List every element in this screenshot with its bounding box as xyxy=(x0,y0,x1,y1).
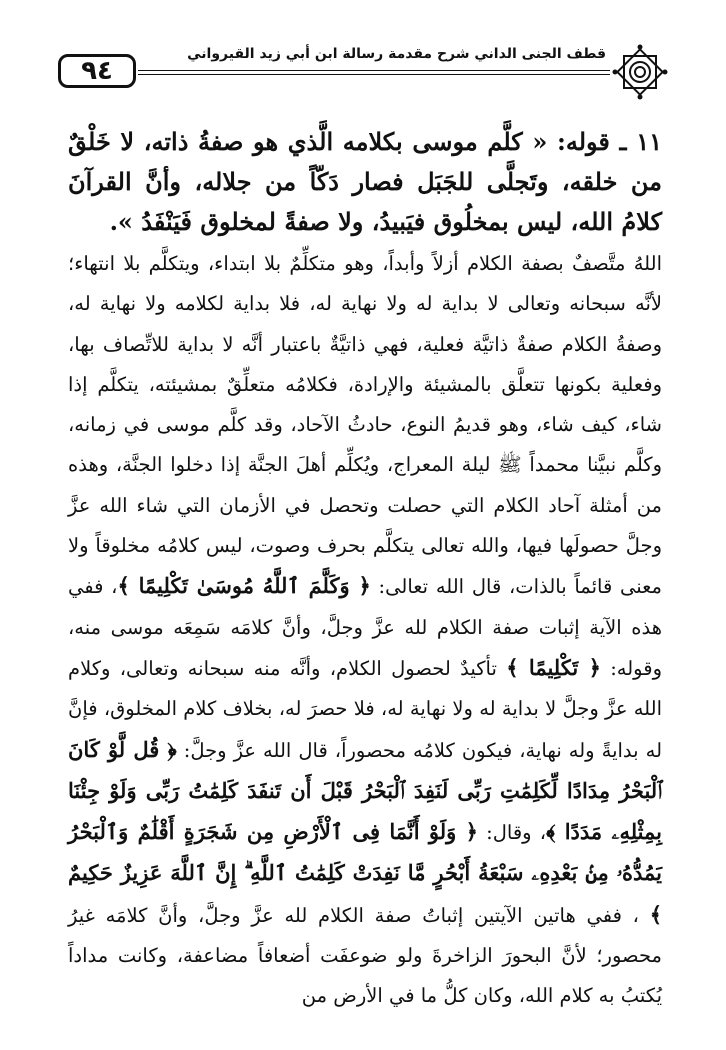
section-quote: : « كلَّم موسى بكلامه الَّذي هو صفةُ ذاته، لا خَلْقٌ من خلقه، وتَجلَّى للجَبَل فصار دَكّاً من جلاله، وأنَّ القرآنَ كلامُ الله، ليس بمخلُوق فيَبيدُ، ولا صفةً لمخلوق فَيَنْفَدُ ». xyxy=(68,127,662,236)
body-text-2: ، ففي هذه الآية إثبات صفة الكلام لله عزَّ وجلَّ، وأنَّ كلامَه سَمِعَه موسى منه، وقوله: xyxy=(68,575,662,680)
running-header xyxy=(58,44,668,96)
quran-verse-2: ﴿ تَكْلِيمًا ﴾ xyxy=(506,654,601,680)
quran-verse-4: ﴿ وَلَوْ أَنَّمَا فِى ٱلْأَرْضِ مِن شَجَرَةٍ أَقْلَٰمٌ وَٱلْبَحْرُ يَمُدُّهُۥ مِنۢ بَعْدِهِۦ سَبْعَةُ أَبْحُرٍ مَّا نَفِدَتْ كَلِمَٰتُ ٱللَّهِ ۗ إِنَّ ٱللَّهَ عَزِيزٌ حَكِيمٌ ﴾ xyxy=(68,819,662,927)
body-text-4: ، وقال: xyxy=(477,821,547,845)
section-heading-paragraph xyxy=(68,122,662,242)
body-text-1: اللهُ متَّصفٌ بصفة الكلام أزلاً وأبداً، وهو متكلِّمٌ بلا ابتداء، ويتكلَّم بلا انتهاء؛ لأنَّه سبحانه وتعالى لا بداية له ولا نهاية له، فلا بداية لكلامه ولا نهاية له، وصفةُ الكلام صفةٌ ذاتيَّة فعلية، فهي ذاتيَّةٌ باعتبار أنَّه لا بداية للاتِّصاف بها، وفعلية بكونها تتعلَّق بالمشيئة والإرادة، فكلامُه متعلِّقٌ بمشيئته، يتكلَّم إذا شاء، كيف شاء، وهو قديمُ النوع، حادثُ الآحاد، وقد كلَّم موسى في زمانه، وكلَّم نبيَّنا محمداً ﷺ ليلة المعراج، ويُكلِّم أهلَ الجنَّة إذا دخلوا الجنَّة، وهذه من أمثلة آحاد الكلام التي حصلت وتحصل في الأزمان التي شاء الله عزَّ وجلَّ حصولَها فيها، والله تعالى يتكلَّم بحرف وصوت، ليس كلامُه مخلوقاً ولا معنى قائماً بالذات، قال الله تعالى: xyxy=(68,252,662,599)
header-rule-bottom xyxy=(138,74,610,75)
quran-verse-3: ﴿ قُل لَّوْ كَانَ ٱلْبَحْرُ مِدَادًا لِّكَلِمَٰتِ رَبِّى لَنَفِدَ ٱلْبَحْرُ قَبْلَ أَن تَنفَدَ كَلِمَٰتُ رَبِّى وَلَوْ جِئْنَا بِمِثْلِهِۦ مَدَدًا ﴾ xyxy=(68,736,662,845)
body-text-3: تأكيدٌ لحصول الكلام، وأنَّه منه سبحانه وتعالى، وكلام الله عزَّ وجلَّ لا بداية له ولا نهاية له، فلا حصرَ له، بخلاف كلام المخلوق، فإنَّ له بدايةً وله نهاية، فيكون كلامُه محصوراً، قال الله عزَّ وجلَّ: xyxy=(68,656,663,762)
page-number: ٩٤ xyxy=(58,54,136,88)
quran-verse-1: ﴿ وَكَلَّمَ ٱللَّهُ مُوسَىٰ تَكْلِيمًا ﴾ xyxy=(117,573,371,599)
body-text-5: ، ففي هاتين الآيتين إثباتُ صفة الكلام لله عزَّ وجلَّ، وأنَّ كلامَه غيرُ محصور؛ لأنَّ البحورَ الزاخرةَ ولو ضوعفَت أضعافاً مضاعفة، وكانت مداداً يُكتبُ به كلام الله، وكان كلُّ ما في الأرض من xyxy=(68,903,662,1008)
commentary-paragraph xyxy=(68,244,662,1017)
star-octagon-ornament-icon xyxy=(612,44,668,100)
book-title: قطف الجنى الداني شرح مقدمة رسالة ابن أبي زيد القيرواني xyxy=(187,46,606,62)
page-content xyxy=(68,122,662,1017)
header-rule-top xyxy=(138,70,610,71)
section-bullet: ـ xyxy=(619,127,627,156)
section-number: ١١ xyxy=(636,127,662,156)
section-keyword: قوله xyxy=(565,127,610,156)
